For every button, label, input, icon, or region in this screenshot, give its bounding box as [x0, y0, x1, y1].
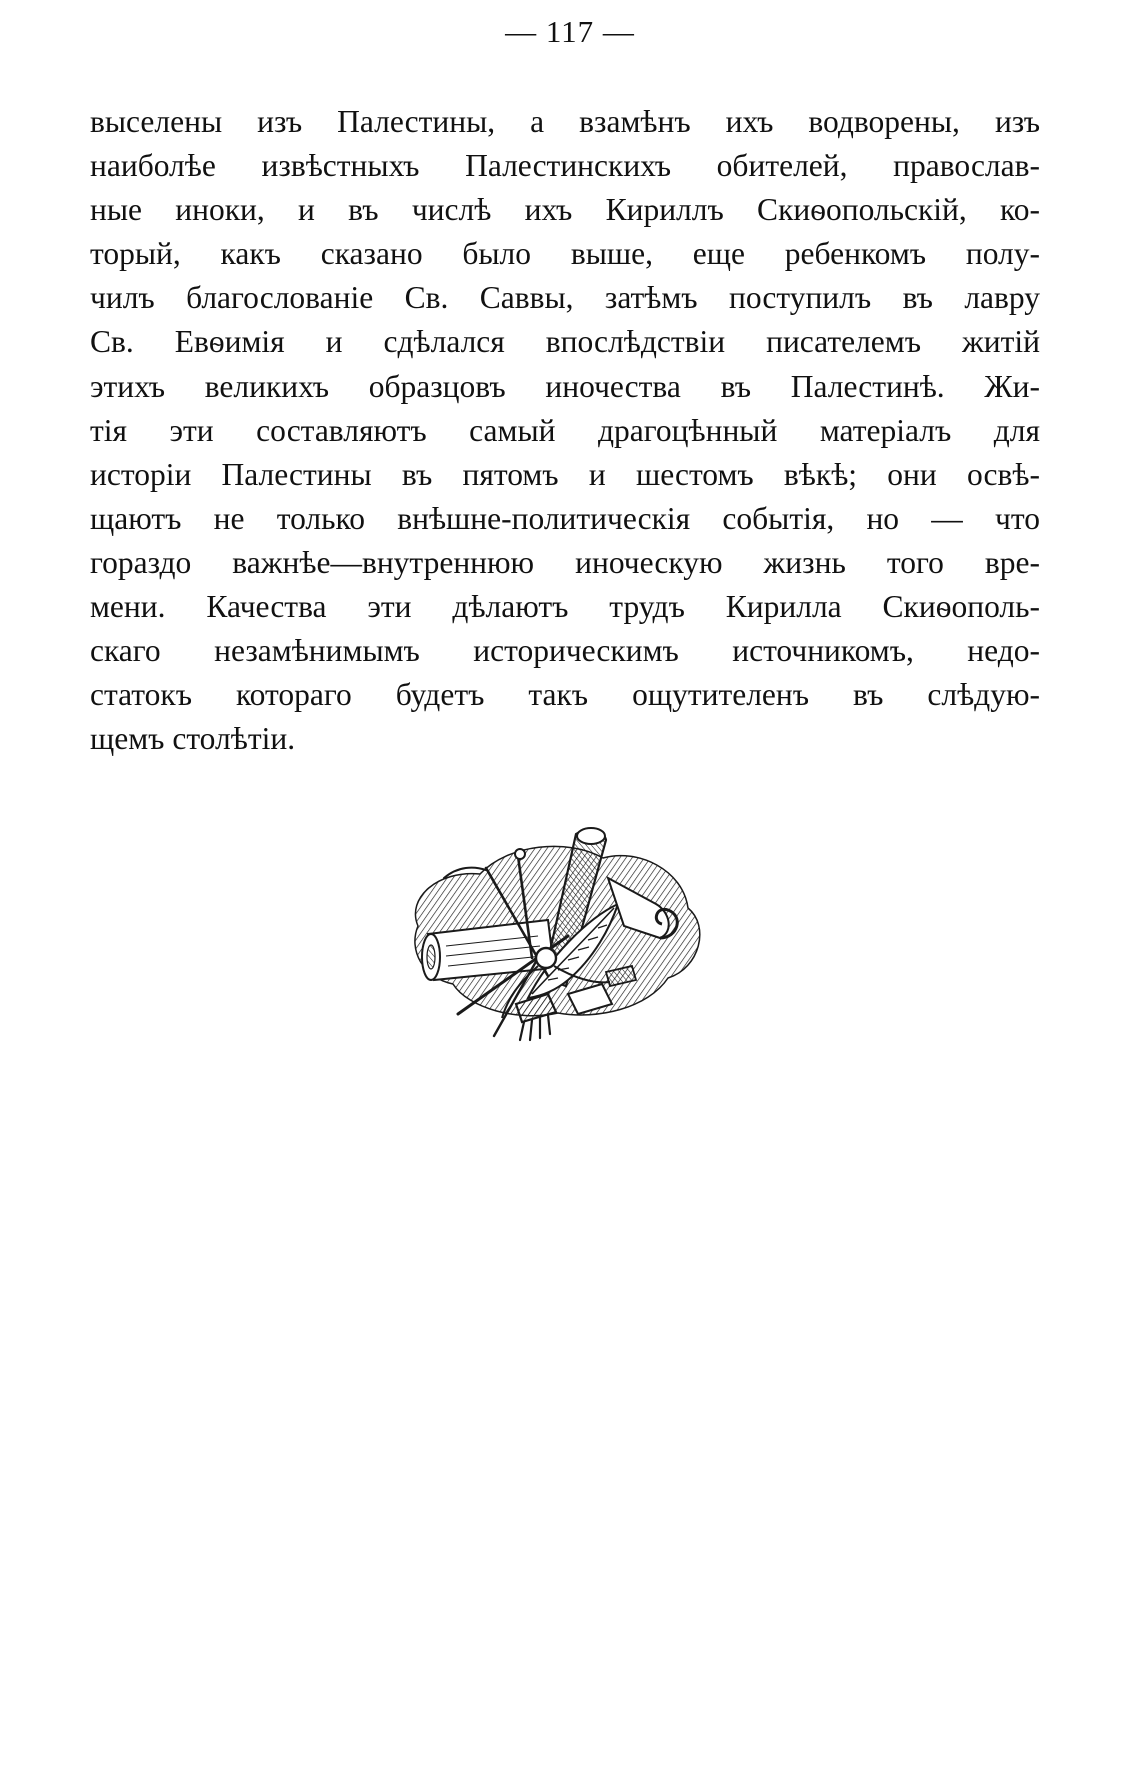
- text-line: исторіи Палестины въ пятомъ и шестомъ вѣкѣ; они освѣ-: [90, 456, 1040, 492]
- text-line: статокъ котораго будетъ такъ ощутителенъ въ слѣдую-: [90, 677, 1040, 713]
- text-line: Св. Евѳимія и сдѣлался впослѣдствіи писателемъ житій: [90, 324, 1040, 360]
- text-line: торый, какъ сказано было выше, еще ребенкомъ полу-: [90, 236, 1040, 272]
- text-line: гораздо важнѣе—внутреннюю иноческую жизнь того вре-: [90, 544, 1040, 580]
- text-line: щаютъ не только внѣшне-политическія событія, но — что: [90, 500, 1040, 536]
- text-line: мени. Качества эти дѣлаютъ трудъ Кирилла Скиѳополь-: [90, 589, 1040, 625]
- text-line: скаго незамѣнимымъ историческимъ источникомъ, недо-: [90, 633, 1040, 669]
- scroll-quill-vignette-icon: [398, 808, 714, 1046]
- text-line: ные иноки, и въ числѣ ихъ Кириллъ Скиѳопольскій, ко-: [90, 192, 1040, 228]
- text-line: выселены изъ Палестины, а взамѣнъ ихъ водворены, изъ: [90, 104, 1040, 139]
- page-number: — 117 —: [505, 14, 635, 49]
- text-line: этихъ великихъ образцовъ иночества въ Палестинѣ. Жи-: [90, 368, 1040, 404]
- text-line: щемъ столѣтіи.: [90, 721, 296, 757]
- text-line: наиболѣе извѣстныхъ Палестинскихъ обителей, православ-: [90, 148, 1040, 184]
- text-line: чилъ благослованіе Св. Саввы, затѣмъ поступилъ въ лавру: [90, 280, 1040, 316]
- text-line: тія эти составляютъ самый драгоцѣнный матеріалъ для: [90, 412, 1040, 448]
- body-text: [90, 100, 1040, 761]
